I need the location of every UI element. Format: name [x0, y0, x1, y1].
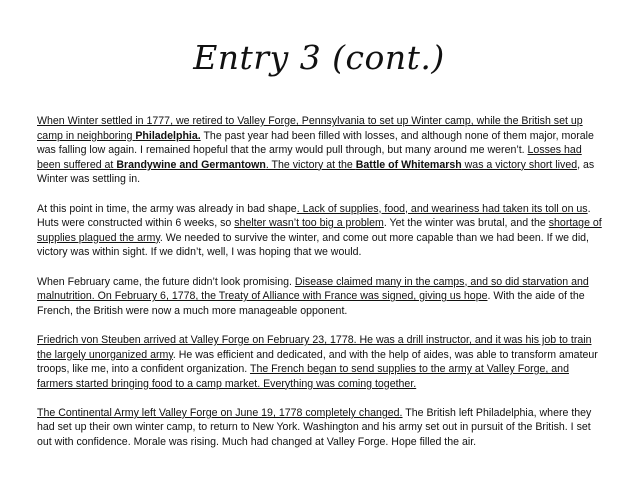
text-run: . The victory at the — [265, 158, 356, 171]
text-run: The Continental Army left Valley Forge on June 19, 1778 completely changed. — [37, 406, 403, 419]
text-run: At this point in time, the army was already in bad shape — [37, 202, 297, 215]
text-run: Friedrich von Steuben arrived at Valley Forge on February 23, 1778. He was a drill instructor, and it was his job to train the largely unorganized army — [37, 333, 592, 361]
paragraph-3 — [37, 275, 605, 319]
text-run: shelter wasn’t too big a problem — [234, 217, 384, 230]
text-run: The past year had been filled with losses, and although none of them major, morale was falling low again. I remained hopeful that the army would pull through, but many around me weren’t. — [37, 129, 594, 157]
paragraph-5 — [37, 406, 605, 450]
text-run: . He was efficient and dedicated, and with the help of aides, was able to transform amateur troops, like me, into a confident organization. — [37, 348, 598, 376]
text-run: was a victory short lived — [461, 158, 578, 171]
text-run: . Huts were constructed within 6 weeks, so — [37, 202, 591, 230]
text-run: When Winter settled in 1777, we retired to Valley Forge, Pennsylvania to set up Winter camp, while the British set up camp in neighboring — [37, 115, 583, 142]
text-run: Philadelphia. — [135, 129, 201, 142]
text-run: . We needed to survive the winter, and come out more capable than we had been. If we did, victory was within sight. If we didn’t, well, I was hoping that we would. — [37, 231, 590, 259]
paragraph-2 — [37, 202, 605, 260]
slide-body — [37, 114, 605, 464]
text-run: Brandywine and Germantown — [116, 158, 266, 171]
paragraph-1 — [37, 114, 605, 187]
text-run: Losses had been suffered at — [37, 144, 582, 171]
text-run: . Yet the winter was brutal, and the — [383, 217, 549, 230]
text-run: Disease claimed many in the camps, and so did starvation and malnutrition. On February 6, 1778, the Treaty of Alliance with France was signed, giving us hope — [37, 275, 589, 303]
text-run: When February came, the future didn’t look promising. — [37, 275, 295, 288]
paragraph-4 — [37, 333, 605, 391]
text-run: The French began to send supplies to the army at Valley Forge, and farmers started bringing food to a camp market. Everything was coming together. — [37, 363, 569, 390]
text-run: , as Winter was settling in. — [37, 158, 595, 186]
text-run: . With the aide of the French, the British were now a much more manageable opponent. — [37, 290, 585, 317]
text-run: . Lack of supplies, food, and weariness had taken its toll on us — [296, 202, 588, 215]
text-run: The British left Philadelphia, where they had set up their own winter camp, to return to New York. Washington and his army set out in pursuit of the British. I set out with confidence. Morale was rising. Much had changed at Valley Forge. Hope filled the air. — [37, 406, 592, 449]
slide-title: Entry 3 (cont.) — [193, 38, 445, 77]
text-run: shortage of supplies plagued the army — [37, 217, 602, 244]
text-run: Battle of Whitemarsh — [355, 158, 462, 171]
